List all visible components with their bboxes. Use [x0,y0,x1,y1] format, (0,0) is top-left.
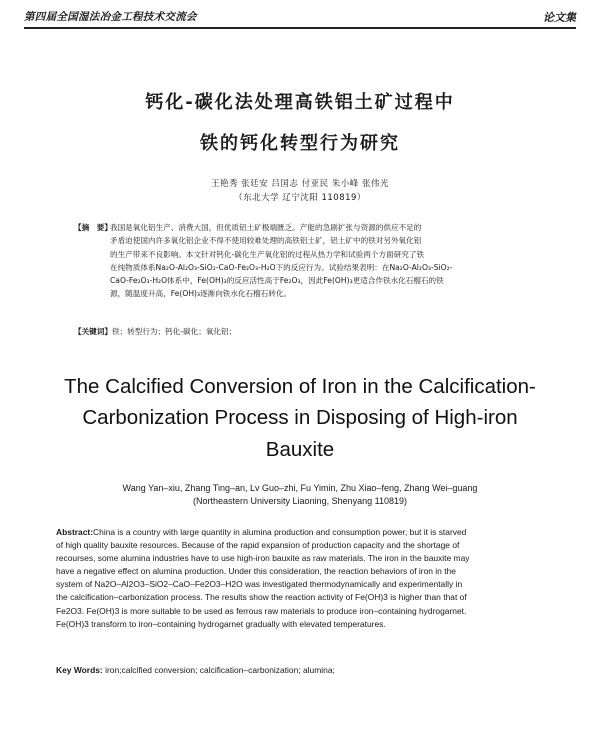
english-abstract-line [56,526,556,539]
chinese-abstract-line: 矛盾迫使国内许多氧化铝企业不得不使用较难处理的高铁铝土矿，铝土矿中的铁对另外氧化铝 [110,236,422,246]
chinese-abstract-line: 源，随温度升高，Fe(OH)₃逐渐向铁水化石榴石转化。 [110,289,292,299]
english-abstract-line: the calcification–carbonization process. The results show the reaction activity of Fe(OH)3 is higher than that of [56,592,467,603]
chinese-keywords-label: 【关键词】 [74,327,112,336]
chinese-title-line-2: 铁的钙化转型行为研究 [200,133,400,154]
english-abstract-label: Abstract: [56,527,94,537]
chinese-title-line-1: 钙化-碳化法处理高铁铝土矿过程中 [145,92,455,113]
chinese-keywords-text: 铁；转型行为；钙化-碳化；氧化铝； [111,327,237,336]
english-keywords-label: Key Words: [56,665,103,675]
english-abstract-line: Fe(OH)3 transform to iron–containing hydrogarnet gradually with elevated temperatures. [56,618,386,629]
english-title-line-3: Bauxite [265,438,335,461]
chinese-abstract-line: 的生产带来不良影响。本文针对钙化-碳化生产氧化铝的过程从热力学和试验两个方面研究了铁 [110,249,425,259]
header-section-label: 论文集 [543,11,576,24]
english-authors: Wang Yan–xiu, Zhang Ting–an, Lv Guo–zhi, Fu Yimin, Zhu Xiao–feng, Zhang Wei–guang [122,483,478,493]
header-conference-name: 第四届全国湿法冶金工程技术交流会 [24,11,197,23]
english-abstract-line: recourses, some alumina industries have to use high-iron bauxite as raw materials. The iron in the bauxite may [56,553,470,564]
english-title-line-2: Carbonization Process in Disposing of High-iron [82,406,518,429]
english-keywords-text: iron;calcified conversion; calcification–carbonization; alumina; [102,665,335,675]
english-title-line-1: The Calcified Conversion of Iron in the Calcification- [64,375,536,398]
chinese-affiliation: （东北大学 辽宁沈阳 110819） [234,193,366,203]
english-abstract [56,526,556,631]
chinese-abstract-line: CaO-Fe₂O₃-H₂O体系中，Fe(OH)₃的反应活性高于Fe₂O₃，因此Fe(OH)₃更适合作铁水化石榴石的铁 [110,276,444,286]
english-keywords [56,665,556,675]
english-abstract-line: system of Na2O–Al2O3–SiO2–CaO–Fe2O3–H2O was investigated thermodynamically and experimentally in [56,579,463,590]
english-abstract-line: of high quality bauxite resources. Because of the rapid expansion of production capacity and the shortage of [56,540,460,551]
chinese-abstract-label: 【摘 要】 [74,223,112,232]
english-abstract-line-text: China is a country with large quantity in alumina production and consumption power, but it is starved [93,527,467,537]
english-abstract-line: Fe2O3. Fe(OH)3 is more suitable to be used as ferrous raw materials to produce iron–containing hydrogarnet. [56,605,467,616]
chinese-abstract-line: 我国是氧化铝生产、消费大国，但优质铝土矿极端匮乏。产能的急剧扩张与资源的供应不足的 [110,223,422,232]
chinese-authors: 王艳秀 张廷安 吕国志 付亚民 朱小峰 张伟光 [210,179,389,189]
english-affiliation: (Northeastern University Liaoning, Shenyang 110819) [193,496,407,506]
running-header [24,9,576,25]
chinese-keywords [74,326,534,337]
english-abstract-line: have a negative effect on alumina production. Under this consideration, the reaction behaviors of iron in the [56,566,456,577]
chinese-abstract [74,221,530,301]
chinese-abstract-line: 在纯物质体系Na₂O-Al₂O₃-SiO₂-CaO-Fe₂O₃-H₂O下的反应行为。试验结果表明：在Na₂O-Al₂O₃-SiO₂- [110,262,453,272]
header-rule [24,27,576,29]
